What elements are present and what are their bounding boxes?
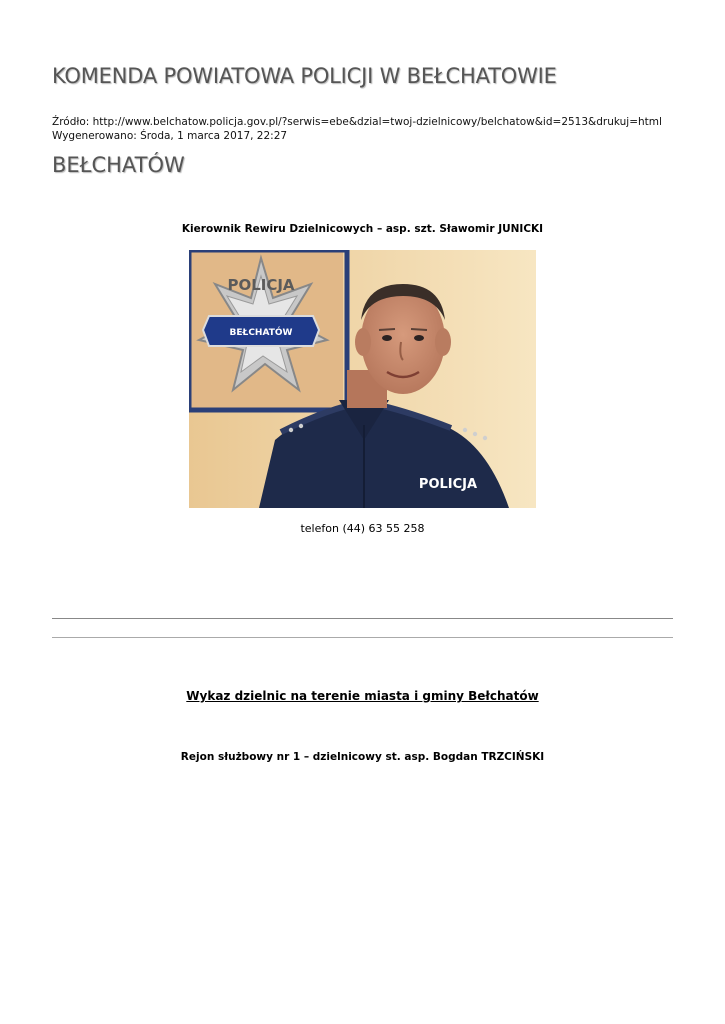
phone-number: telefon (44) 63 55 258 — [300, 522, 425, 535]
divider-top — [52, 618, 673, 619]
profile-caption: Kierownik Rewiru Dzielnicowych – asp. szt. Sławomir JUNICKI — [181, 223, 544, 235]
districts-heading: Wykaz dzielnic na terenie miasta i gminy Bełchatów — [186, 689, 539, 703]
uniform-text: POLICJA — [418, 477, 478, 492]
badge-banner-text: BEŁCHATÓW — [229, 328, 293, 338]
badge-top-text: POLICJA — [227, 276, 295, 294]
rejon-1-heading: Rejon służbowy nr 1 – dzielnicowy st. asp. Bogdan TRZCIŃSKI — [180, 751, 545, 763]
section-title: BEŁCHATÓW — [52, 153, 185, 177]
generated-date-line: Wygenerowano: Środa, 1 marca 2017, 22:27 — [52, 130, 288, 142]
page-title: KOMENDA POWIATOWA POLICJI W BEŁCHATOWIE — [52, 64, 557, 88]
officer-photo — [189, 250, 536, 508]
divider-bottom — [52, 637, 673, 638]
source-url-line: Źródło: http://www.belchatow.policja.gov.pl/?serwis=ebe&dzial=twoj-dzielnicowy/belchatow&id=2513&drukuj=html — [52, 116, 662, 128]
document-meta — [52, 115, 662, 143]
